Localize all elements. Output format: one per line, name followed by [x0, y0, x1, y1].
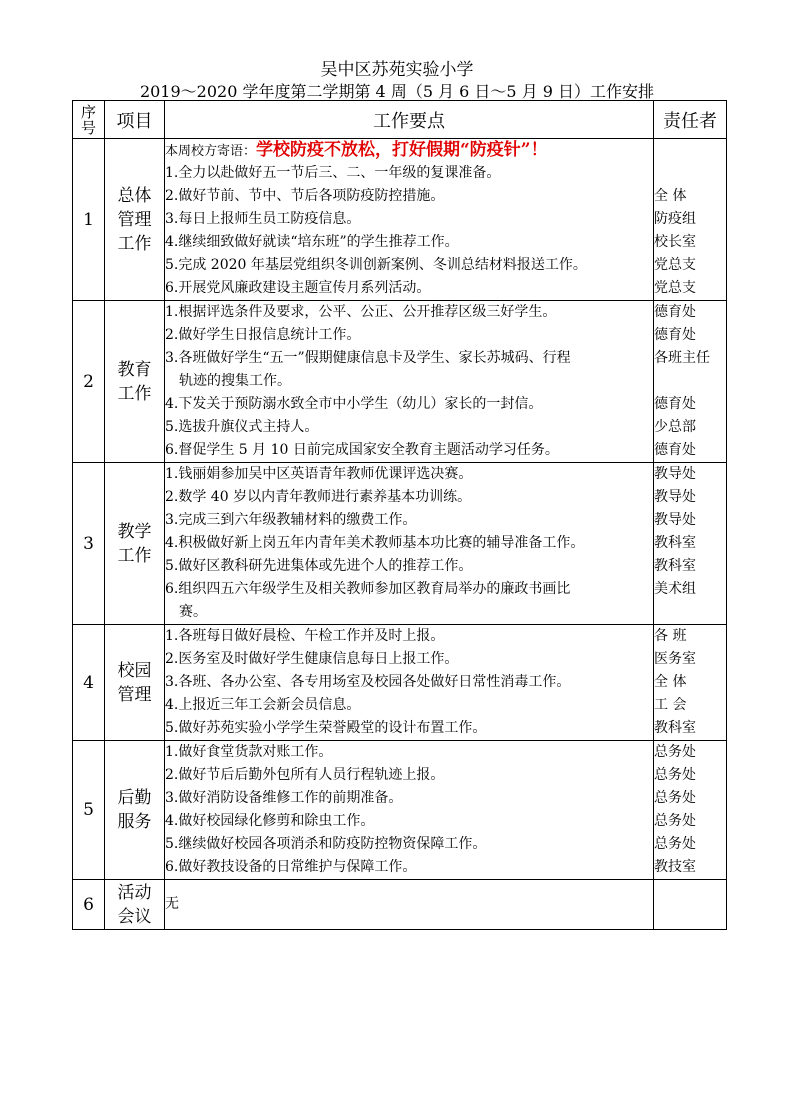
task-item: 3.每日上报师生员工防疫信息。: [165, 211, 361, 227]
header-seq: [73, 101, 105, 139]
task-owner: 教技室: [654, 859, 696, 875]
task-owner: 德育处: [654, 327, 696, 343]
task-item: 轨迹的搜集工作。: [179, 373, 291, 389]
section-project-line: 管理: [117, 684, 152, 705]
section-seq: 6: [73, 880, 105, 930]
task-item: 2.数学 40 岁以内青年教师进行素养基本功训练。: [165, 489, 472, 505]
section-seq: 1: [73, 139, 105, 301]
section-project: [105, 880, 165, 930]
task-item: 4.做好校园绿化修剪和除虫工作。: [165, 813, 375, 829]
task-owner: 教导处: [654, 466, 696, 482]
task-owner: [654, 370, 726, 393]
task-item: 4.上报近三年工会新会员信息。: [165, 697, 361, 713]
task-owner: 总务处: [654, 836, 696, 852]
header-seq-char: 号: [80, 118, 96, 137]
task-item: 5.选拔升旗仪式主持人。: [165, 419, 319, 435]
task-owner: 总务处: [654, 813, 696, 829]
section-owners: [654, 625, 727, 741]
schedule-body: [73, 139, 727, 930]
section-owners: [654, 139, 727, 301]
task-owner: 医务室: [654, 651, 696, 667]
section-owners: [654, 880, 727, 930]
motto-label: 本周校方寄语：: [165, 144, 257, 159]
task-owner: 德育处: [654, 304, 696, 320]
section-content: [165, 741, 654, 880]
task-item: 6.开展党风廉政建设主题宣传月系列活动。: [165, 280, 431, 296]
task-item: 1.钱丽娟参加吴中区英语青年教师优课评选决赛。: [165, 466, 473, 482]
section-seq: 3: [73, 463, 105, 625]
section-row: [73, 301, 727, 463]
section-row: [73, 139, 727, 301]
school-title: 吴中区苏苑实验小学: [320, 60, 474, 80]
section-project: [105, 741, 165, 880]
task-item: 5.做好区教科研先进集体或先进个人的推荐工作。: [165, 558, 473, 574]
task-item: 2.做好学生日报信息统计工作。: [165, 327, 361, 343]
task-item: 无: [165, 896, 179, 912]
weekly-motto: [165, 139, 653, 162]
task-owner: 总务处: [654, 744, 696, 760]
task-item: 6.督促学生 5 月 10 日前完成国家安全教育主题活动学习任务。: [165, 442, 559, 458]
task-owner: 总务处: [654, 790, 696, 806]
task-item: 3.完成三到六年级教辅材料的缴费工作。: [165, 512, 417, 528]
task-owner: 教导处: [654, 489, 696, 505]
task-owner: 全 体: [654, 188, 687, 204]
section-row: [73, 741, 727, 880]
task-item: 1.做好食堂货款对账工作。: [165, 744, 333, 760]
task-item: 5.完成 2020 年基层党组织冬训创新案例、冬训总结材料报送工作。: [165, 257, 587, 273]
table-header-row: [73, 101, 727, 139]
task-item: 2.做好节后后勤外包所有人员行程轨迹上报。: [165, 767, 445, 783]
task-owner: 全 体: [654, 674, 687, 690]
task-item: 2.医务室及时做好学生健康信息每日上报工作。: [165, 651, 459, 667]
owner-spacer: [654, 162, 726, 185]
owner-spacer: [654, 139, 726, 162]
task-owner: 党总支: [654, 280, 696, 296]
task-item: 6.做好教技设备的日常维护与保障工作。: [165, 859, 417, 875]
task-owner: 教科室: [654, 558, 696, 574]
section-project-line: 教育: [117, 359, 152, 380]
task-item: 3.各班做好学生“五一”假期健康信息卡及学生、家长苏城码、行程: [165, 350, 571, 366]
section-content: [165, 625, 654, 741]
header-seq-text: [73, 104, 104, 136]
task-item: 6.组织四五六年级学生及相关教师参加区教育局举办的廉政书画比: [165, 581, 571, 597]
task-owner: 德育处: [654, 442, 696, 458]
task-item: 4.积极做好新上岗五年内青年美术教师基本功比赛的辅导准备工作。: [165, 535, 585, 551]
task-item: 4.继续细致做好就读“培东班”的学生推荐工作。: [165, 234, 459, 250]
task-owner: 少总部: [654, 419, 696, 435]
section-seq: 5: [73, 741, 105, 880]
section-seq: 2: [73, 301, 105, 463]
task-item: 3.各班、各办公室、各专用场室及校园各处做好日常性消毒工作。: [165, 674, 571, 690]
section-seq: 4: [73, 625, 105, 741]
section-project: [105, 139, 165, 301]
section-project-line: 会议: [117, 906, 152, 927]
section-owners: [654, 741, 727, 880]
motto-text: 学校防疫不放松，打好假期“防疫针”！: [256, 140, 548, 160]
work-schedule-table: [72, 100, 727, 930]
task-owner: 党总支: [654, 257, 696, 273]
task-owner: 美术组: [654, 581, 696, 597]
section-project: [105, 301, 165, 463]
section-project-line: 后勤: [117, 788, 152, 808]
section-project-line: 教学: [117, 521, 152, 542]
section-project-line: 活动: [117, 882, 152, 903]
section-content: [165, 301, 654, 463]
task-owner: 教导处: [654, 512, 696, 528]
section-project-line: 服务: [117, 812, 152, 832]
task-item: 5.做好苏苑实验小学学生荣誉殿堂的设计布置工作。: [165, 720, 487, 736]
section-project: [105, 625, 165, 741]
header-content: 工作要点: [165, 101, 654, 139]
section-row: [73, 880, 727, 930]
task-item: 1.各班每日做好晨检、午检工作并及时上报。: [165, 628, 445, 644]
section-project-line: 总体: [117, 185, 152, 206]
header-owner: 责任者: [654, 101, 727, 139]
task-item: 3.做好消防设备维修工作的前期准备。: [165, 790, 403, 806]
section-row: [73, 463, 727, 625]
section-project-line: 工作: [117, 233, 152, 254]
section-project-line: 管理: [117, 209, 152, 230]
section-content: [165, 880, 654, 930]
section-project: [105, 463, 165, 625]
section-owners: [654, 301, 727, 463]
task-item: 5.继续做好校园各项消杀和防疫防控物资保障工作。: [165, 836, 487, 852]
section-project-line: 校园: [117, 660, 152, 681]
task-owner: 教科室: [654, 535, 696, 551]
task-owner: 总务处: [654, 767, 696, 783]
header-project: 项目: [105, 101, 165, 139]
schedule-subtitle: 2019～2020 学年度第二学期第 4 周（5 月 6 日～5 月 9 日）工作安排: [139, 82, 655, 101]
task-owner: 防疫组: [654, 211, 696, 227]
section-project-line: 工作: [117, 545, 152, 566]
task-item: 1.根据评选条件及要求，公平、公正、公开推荐区级三好学生。: [165, 304, 557, 320]
header-seq-char: 序: [80, 102, 96, 121]
section-project-line: 工作: [117, 383, 152, 404]
task-owner: 教科室: [654, 720, 696, 736]
task-item: 赛。: [179, 604, 207, 620]
task-item: 2.做好节前、节中、节后各项防疫防控措施。: [165, 188, 445, 204]
task-owner: 校长室: [654, 234, 696, 250]
section-content: [165, 463, 654, 625]
task-owner: 德育处: [654, 396, 696, 412]
task-item: 1.全力以赴做好五一节后三、二、一年级的复课准备。: [165, 165, 501, 181]
task-owner: [654, 601, 726, 624]
section-content: [165, 139, 654, 301]
section-owners: [654, 463, 727, 625]
task-owner: 各班主任: [654, 350, 710, 366]
task-owner: 各 班: [654, 628, 687, 644]
task-item: 4.下发关于预防溺水致全市中小学生（幼儿）家长的一封信。: [165, 396, 543, 412]
task-owner: 工 会: [654, 697, 687, 713]
section-row: [73, 625, 727, 741]
